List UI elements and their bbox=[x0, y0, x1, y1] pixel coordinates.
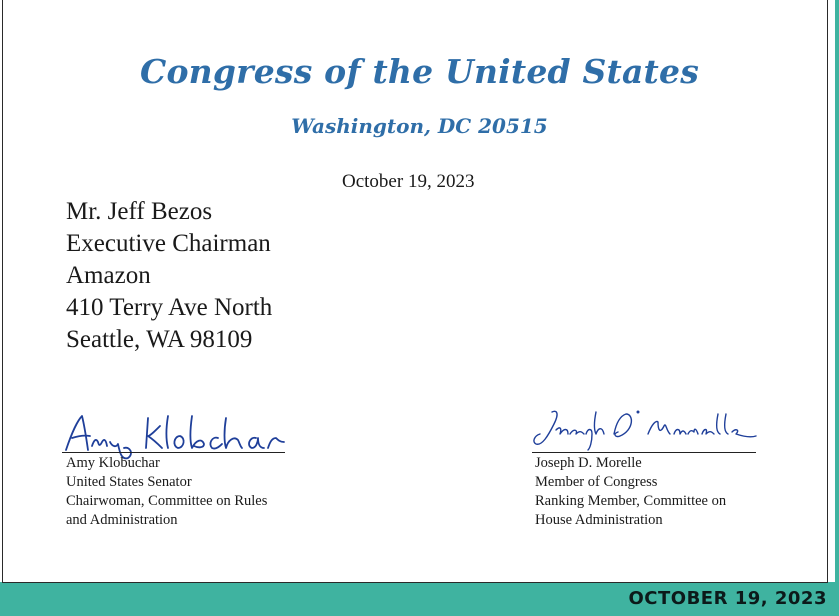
signatory-role: United States Senator bbox=[66, 474, 192, 490]
recipient-company: Amazon bbox=[66, 262, 151, 289]
signatory-title: Ranking Member, Committee on bbox=[535, 493, 727, 509]
footer-date: OCTOBER 19, 2023 bbox=[628, 588, 827, 609]
recipient-city: Seattle, WA 98109 bbox=[66, 326, 253, 353]
recipient-street: 410 Terry Ave North bbox=[66, 294, 273, 321]
signatory-title: Chairwoman, Committee on Rules bbox=[66, 493, 268, 509]
recipient-title: Executive Chairman bbox=[66, 230, 271, 257]
letterhead-subtitle: Washington, DC 20515 bbox=[291, 114, 548, 138]
signatory-title-cont: House Administration bbox=[535, 512, 663, 528]
recipient-address bbox=[66, 196, 272, 356]
signatory-name: Amy Klobuchar bbox=[66, 455, 160, 471]
signatory-morelle bbox=[535, 454, 726, 530]
recipient-name: Mr. Jeff Bezos bbox=[66, 198, 213, 225]
morelle-signature bbox=[530, 404, 760, 454]
letterhead-title: Congress of the United States bbox=[140, 52, 699, 91]
signature-line-left bbox=[62, 452, 285, 453]
klobuchar-signature bbox=[62, 402, 287, 462]
signatory-role: Member of Congress bbox=[535, 474, 658, 490]
letter-date: October 19, 2023 bbox=[342, 171, 475, 192]
signatory-title-cont: and Administration bbox=[66, 512, 178, 528]
signatory-klobuchar bbox=[66, 454, 267, 530]
teal-side-border bbox=[835, 0, 839, 616]
signature-line-right bbox=[532, 452, 756, 453]
signatory-name: Joseph D. Morelle bbox=[535, 455, 642, 471]
